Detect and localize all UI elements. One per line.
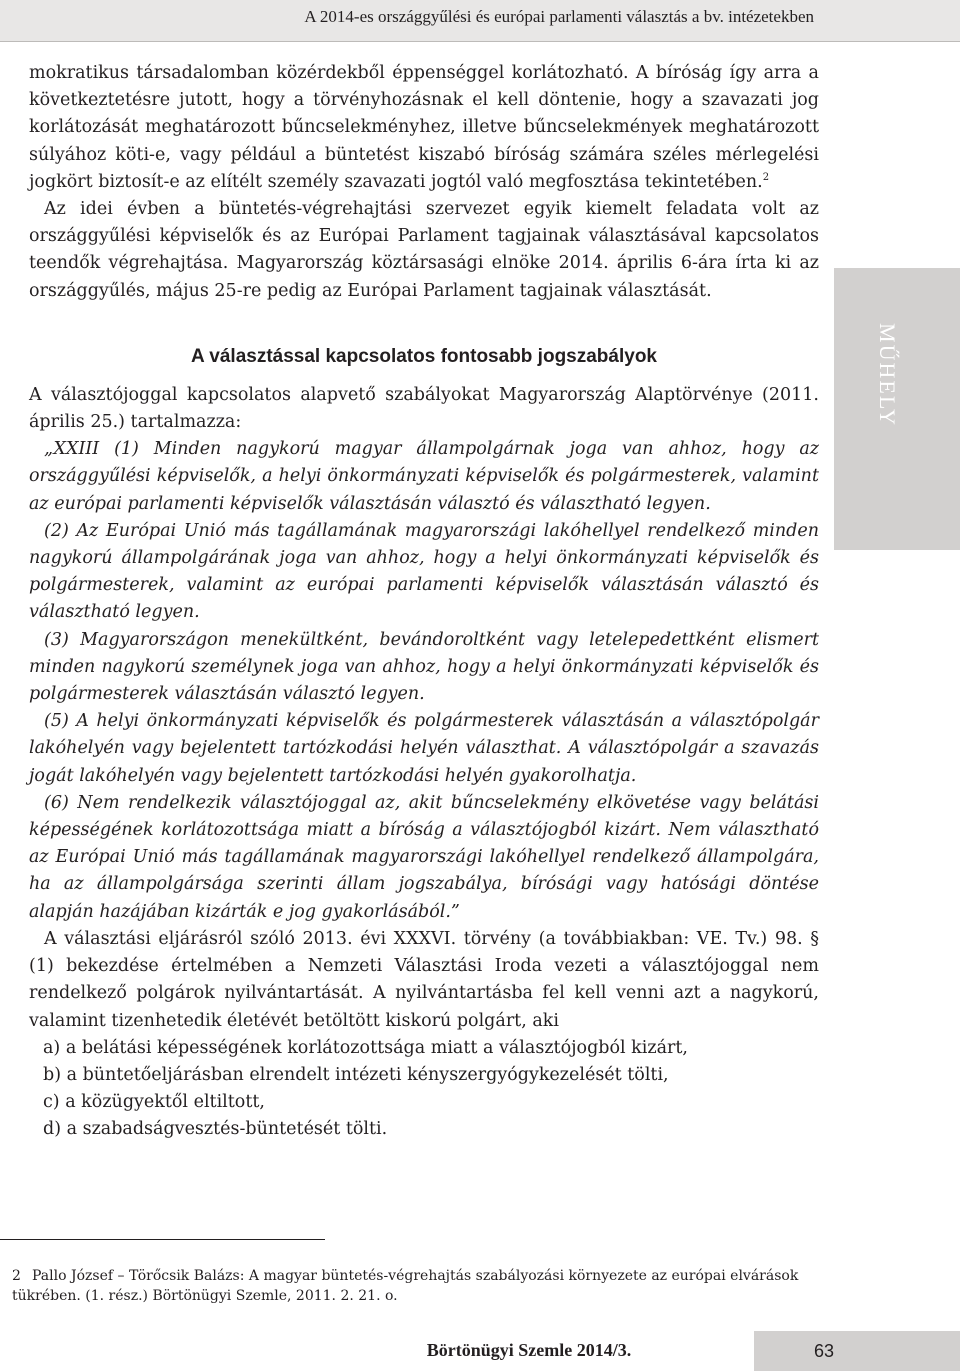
quote-6: (6) Nem rendelkezik választójoggal az, akit bűncselekmény elkövetése vagy belátási képességének korlátozottsága miatt a bíróság a választójogból kizárt. Nem választható az Európai Unió más tagállamának magyarországi lakóhellyel rendelkező állampolgára, ha az állampolgársága szerinti állam jogszabálya, bírósági vagy hatósági döntése alapján hazájában kizárták e jog gyakorlásából.”: [29, 792, 819, 922]
article-body: [29, 60, 819, 1144]
footnote-number: 2: [12, 1268, 21, 1284]
paragraph-2: Az idei évben a büntetés-végrehajtási szervezet egyik kiemelt feladata volt az országgyűlési képviselők és az Európai Parlament tagjainak választásával kapcsolatos teendők végrehajtása. Magyarország köztársasági elnöke 2014. április 6-ára írta ki az országgyűlés, május 25-re pedig az Európai Parlament tagjainak választását.: [29, 199, 819, 301]
quote-xxiii-1: „XXIII (1) Minden nagykorú magyar állampolgárnak joga van ahhoz, hogy az országgyűlési képviselők, a helyi önkormányzati képviselők és polgármesterek, valamint az európai parlamenti képviselők választásán választó és választható legyen.: [29, 439, 819, 514]
header-rule: [0, 41, 960, 42]
section-title: A választással kapcsolatos fontosabb jogszabályok: [190, 345, 657, 367]
footnote: [12, 1266, 822, 1306]
page-number: 63: [813, 1341, 835, 1361]
running-header: [0, 0, 960, 41]
footer-bar: [754, 1331, 960, 1371]
footer-journal-title: Börtönügyi Szemle 2014/3.: [426, 1340, 632, 1360]
list-item-b: b) a büntetőeljárásban elrendelt intézeti kényszergyógykezelését tölti,: [43, 1064, 669, 1085]
paragraph-1: [29, 60, 819, 196]
quote-2: (2) Az Európai Unió más tagállamának magyarországi lakóhellyel rendelkező minden nagykorú állampolgárának joga van ahhoz, hogy a helyi önkormányzati képviselők és polgármesterek, valamint az európai parlamenti képviselők választásán választó és választható legyen.: [29, 520, 819, 623]
side-section-label-text: MŰHELY: [875, 323, 900, 427]
footnote-rule: [0, 1239, 325, 1240]
paragraph-1-text: mokratikus társadalomban közérdekből éppenséggel korlátozható. A bíróság így arra a következtetésre jutott, hogy a törvényhozásnak el kell döntenie, hogy a szavazati jog korlátozását meghatározott bűncselekményhez, illetve bűncselekmények meghatározott súlyához köti-e, vagy például a büntetést kiszabó bíróság számára széles mérlegelési jogkört biztosít-e az elítélt személy szavazati jogtól való megfosztása tekintetében.: [29, 63, 819, 192]
footnote-ref: 2: [762, 171, 770, 183]
running-title: A 2014-es országgyűlési és európai parlamenti választás a bv. intézetekben: [304, 7, 814, 26]
list-item-c: c) a közügyektől eltiltott,: [43, 1092, 265, 1113]
paragraph-4: A választási eljárásról szóló 2013. évi XXXVI. törvény (a továbbiakban: VE. Tv.) 98. § (1) bekezdése értelmében a Nemzeti Választási Iroda vezeti a választójoggal nem rendelkező polgárok nyilvántartását. A nyilvántartásba fel kell venni azt a nagykorú, valamint tizenhetedik életévét betöltött kiskorú polgárt, aki: [29, 928, 819, 1031]
list-item-a: a) a belátási képességének korlátozottsága miatt a választójogból kizárt,: [43, 1037, 688, 1058]
quote-3: (3) Magyarországon menekültként, bevándoroltként vagy letelepedettként elismert minden nagykorú személynek joga van ahhoz, hogy a helyi önkormányzati képviselők és polgármesterek választásán választó legyen.: [29, 629, 819, 705]
list-item-d: d) a szabadságvesztés-büntetését tölti.: [43, 1119, 388, 1140]
footnote-text: Pallo József – Törőcsik Balázs: A magyar büntetés-végrehajtás szabályozási környezete az európai elvárások tükrében. (1. rész.) Börtönügyi Szemle, 2011. 2. 21. o.: [12, 1268, 799, 1304]
quote-5: (5) A helyi önkormányzati képviselők és polgármesterek választásán a választópolgár lakóhelyén vagy bejelentett tartózkodási helyén választhat. A választópolgár a szavazás jogát lakóhelyén vagy bejelentett tartózkodási helyén gyakorolhatja.: [29, 711, 819, 786]
paragraph-3: A választójoggal kapcsolatos alapvető szabályokat Magyarország Alaptörvénye (2011. április 25.) tartalmazza:: [29, 384, 819, 433]
side-section-label: [867, 300, 907, 450]
